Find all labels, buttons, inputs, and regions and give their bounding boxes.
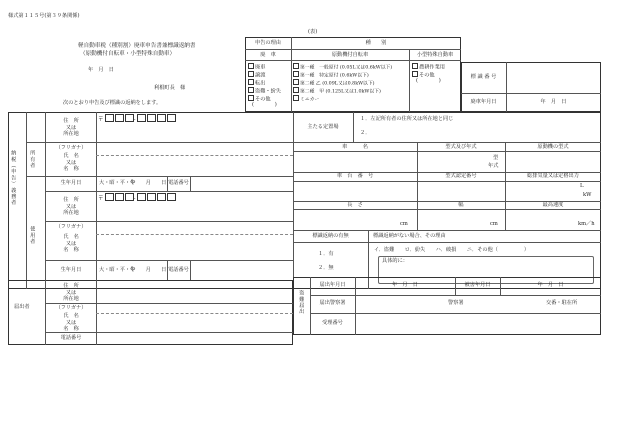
plate-number-field[interactable] — [507, 63, 600, 92]
postal-digit-box[interactable] — [125, 193, 134, 201]
width-label: 幅 — [458, 202, 464, 208]
checkbox-icon[interactable] — [248, 95, 254, 101]
owner-phone-input[interactable] — [191, 177, 292, 190]
owner-side-label: 所有者 — [29, 150, 36, 169]
plate-return-label: 標識返納の有無 — [312, 233, 349, 239]
owner-furigana-label: （フリガナ） — [55, 145, 87, 151]
length-unit: cm — [400, 221, 408, 227]
user-furigana-label: （フリガナ） — [55, 224, 87, 230]
notifier-address-label: 住 所 又は 所在地 — [63, 283, 79, 302]
form-subtitle: （原動機付自転車・小型特殊自動車） — [80, 51, 176, 57]
width-unit: cm — [490, 221, 498, 227]
police-station-input[interactable] — [356, 296, 600, 312]
user-phone-label: 電話番号 — [168, 267, 189, 273]
user-name-label: 氏 名 又は 名 称 — [63, 234, 79, 253]
damage-date-label: 被害年月日 — [464, 282, 491, 288]
user-phone-input[interactable] — [191, 261, 292, 279]
chassis-number-label: 車 台 番 号 — [336, 173, 374, 179]
engine-model-input[interactable] — [506, 152, 600, 171]
police-station-label: 届出警察署 — [319, 300, 346, 306]
scrap-date-field[interactable]: 年 月 日 — [540, 99, 567, 105]
intro-text: 次のとおり申告及び標識の返納をします。 — [63, 100, 162, 106]
taxpayer-section-label: 納税（申告）義務者 — [10, 150, 17, 206]
checkbox-icon[interactable] — [412, 63, 418, 69]
koban-unit: 交番・駐在所 — [546, 300, 578, 306]
postal-digit-box[interactable] — [157, 193, 166, 201]
reason-option-moveout[interactable]: 転出 — [248, 79, 265, 87]
notifier-phone-input[interactable] — [98, 333, 291, 344]
postal-digit-box[interactable] — [137, 193, 146, 201]
moped-option-4[interactable]: 第二種 甲 (0.125L又は1.0kW以下) — [293, 87, 381, 95]
reason-option-other[interactable]: その他 — [248, 95, 271, 103]
notifier-address-input[interactable] — [98, 282, 291, 302]
form-title: 軽自動車税（種別割）廃車申告書兼標識返納書 — [78, 43, 196, 49]
storage-label: 主たる定置場 — [307, 124, 339, 130]
displacement-unit-l: L — [580, 183, 584, 189]
special-option-1[interactable]: 農耕作業用 — [412, 63, 445, 71]
moped-option-1[interactable]: 第一種 一般原付 (0.05L又は0.6kW以下) — [293, 63, 392, 71]
user-address-input[interactable] — [98, 202, 291, 220]
postal-digit-box[interactable] — [167, 193, 176, 201]
owner-postal-code[interactable]: 〒 - — [98, 114, 176, 124]
vehicle-name-label: 車 名 — [342, 144, 368, 150]
user-side-label: 使用者 — [29, 226, 36, 245]
checkbox-icon[interactable] — [248, 87, 254, 93]
year-unit: 年式 — [488, 163, 499, 169]
user-postal-code[interactable]: 〒 - — [98, 193, 176, 203]
moped-option-2[interactable]: 第一種 特定原付 (0.6kW以下) — [293, 71, 369, 79]
reason-header: 申告の理由 — [255, 40, 281, 46]
plate-return-no[interactable]: ２．無 — [318, 265, 334, 271]
postal-digit-box[interactable] — [125, 114, 134, 122]
owner-birth-ymd[interactable]: 年 月 日 — [130, 180, 167, 186]
owner-name-label: 氏 名 又は 名 称 — [63, 153, 79, 172]
chassis-number-input[interactable] — [294, 182, 416, 200]
user-birth-ymd[interactable]: 年 月 日 — [130, 267, 167, 273]
displacement-label: 総排気量又は定格出力 — [527, 173, 579, 179]
model-unit: 型 — [493, 155, 499, 161]
reason-option-transfer[interactable]: 譲渡 — [248, 71, 265, 79]
notifier-phone-label: 電話番号 — [60, 335, 82, 341]
checkbox-icon[interactable] — [248, 79, 254, 85]
postal-digit-box[interactable] — [147, 114, 156, 122]
moped-header: 原動機付自転車 — [331, 52, 369, 58]
no-return-reason-label: 標識返納がない場合、その理由 — [373, 233, 446, 239]
checkbox-icon[interactable] — [293, 79, 299, 85]
owner-furigana-input[interactable] — [98, 143, 291, 154]
checkbox-icon[interactable] — [293, 87, 299, 93]
reason-option-scrap[interactable]: 廃車 — [248, 63, 265, 71]
user-birth-label: 生年月日 — [60, 267, 82, 273]
receipt-number-label: 受理番号 — [322, 320, 343, 326]
reason-subheader: 廃 車 — [260, 52, 276, 58]
addressee: 利根町長 様 — [154, 85, 186, 91]
notifier-furigana-label: （フリガナ） — [55, 305, 87, 311]
postal-digit-box[interactable] — [105, 114, 114, 122]
postal-digit-box[interactable] — [147, 193, 156, 201]
checkbox-icon[interactable] — [248, 63, 254, 69]
user-name-input[interactable] — [98, 236, 291, 259]
front-marker: (表) — [308, 29, 318, 35]
owner-birth-era[interactable]: 大・昭・平・令 — [99, 180, 136, 186]
checkbox-icon[interactable] — [248, 71, 254, 77]
length-label: 長 さ — [347, 202, 363, 208]
damage-date-field[interactable]: 年 月 日 — [537, 282, 564, 288]
owner-phone-label: 電話番号 — [168, 180, 189, 186]
report-date-label: 届出年月日 — [319, 282, 346, 288]
speed-unit: km／h — [578, 221, 595, 227]
checkbox-icon[interactable] — [293, 71, 299, 77]
notifier-name-input[interactable] — [98, 315, 291, 331]
postal-digit-box[interactable] — [137, 114, 146, 122]
user-furigana-input[interactable] — [98, 222, 291, 233]
max-speed-label: 最高速度 — [542, 202, 564, 208]
plate-return-yes[interactable]: １．有 — [318, 251, 334, 257]
checkbox-icon[interactable] — [293, 63, 299, 69]
moped-option-3[interactable]: 第二種 乙 (0.09L又は0.8kW以下) — [293, 79, 375, 87]
user-birth-era[interactable]: 大・昭・平・令 — [99, 267, 136, 273]
postal-digit-box[interactable] — [105, 193, 114, 201]
submission-date[interactable]: 年 月 日 — [88, 67, 114, 73]
owner-name-input[interactable] — [98, 156, 291, 175]
scrap-date-label: 廃車年月日 — [470, 99, 497, 105]
storage-option-other[interactable]: ２． — [360, 130, 371, 136]
reason-other-paren[interactable]: ( ) — [252, 102, 277, 108]
theft-report-label: 盗難届出 — [298, 290, 305, 315]
vehicle-name-input[interactable] — [294, 152, 416, 171]
police-station-unit: 警察署 — [448, 300, 464, 306]
reason-detail-label: 具体的に： — [382, 258, 408, 264]
reason-option-theft[interactable]: 盗難・紛失 — [248, 87, 281, 95]
type-header: 種 別 — [365, 40, 387, 46]
checkbox-icon[interactable] — [293, 95, 299, 101]
form-number: 様式第１１５号(第３９条関係) — [8, 13, 80, 19]
owner-address-input[interactable] — [98, 123, 291, 141]
special-other-paren[interactable]: ( ) — [416, 78, 441, 84]
no-return-reasons[interactable]: イ．盗難 ロ．紛失 ハ．破損 ニ．その他（ ） — [374, 247, 530, 253]
cert-number-input[interactable] — [418, 182, 504, 200]
storage-option-same-address[interactable]: １．左記所有者の住所又は所在地と同じ — [360, 116, 454, 122]
checkbox-icon[interactable] — [412, 71, 418, 77]
postal-digit-box[interactable] — [157, 114, 166, 122]
owner-address-label: 住 所 又は 所在地 — [63, 118, 79, 137]
engine-model-label: 原動機の型式 — [537, 144, 569, 150]
postal-digit-box[interactable] — [115, 114, 124, 122]
user-address-label: 住 所 又は 所在地 — [63, 197, 79, 216]
moped-option-5[interactable]: ミニカー — [293, 95, 319, 103]
vehicle-model-label: 型式及び年式 — [445, 144, 477, 150]
special-option-2[interactable]: その他 — [412, 71, 435, 79]
postal-digit-box[interactable] — [115, 193, 124, 201]
plate-number-label: 標 識 番 号 — [470, 74, 497, 80]
notifier-label: 届出者 — [14, 304, 30, 310]
displacement-unit-kw: kW — [583, 192, 592, 198]
receipt-number-input[interactable] — [356, 314, 600, 334]
report-date-field[interactable]: 年 月 日 — [392, 282, 418, 288]
notifier-furigana-input[interactable] — [98, 304, 291, 312]
cert-number-label: 型式認定番号 — [445, 173, 477, 179]
special-vehicle-header: 小型特殊自動車 — [416, 52, 454, 58]
postal-digit-box[interactable] — [167, 114, 176, 122]
notifier-name-label: 氏 名 又は 名 称 — [63, 313, 79, 332]
owner-birth-label: 生年月日 — [60, 180, 82, 186]
